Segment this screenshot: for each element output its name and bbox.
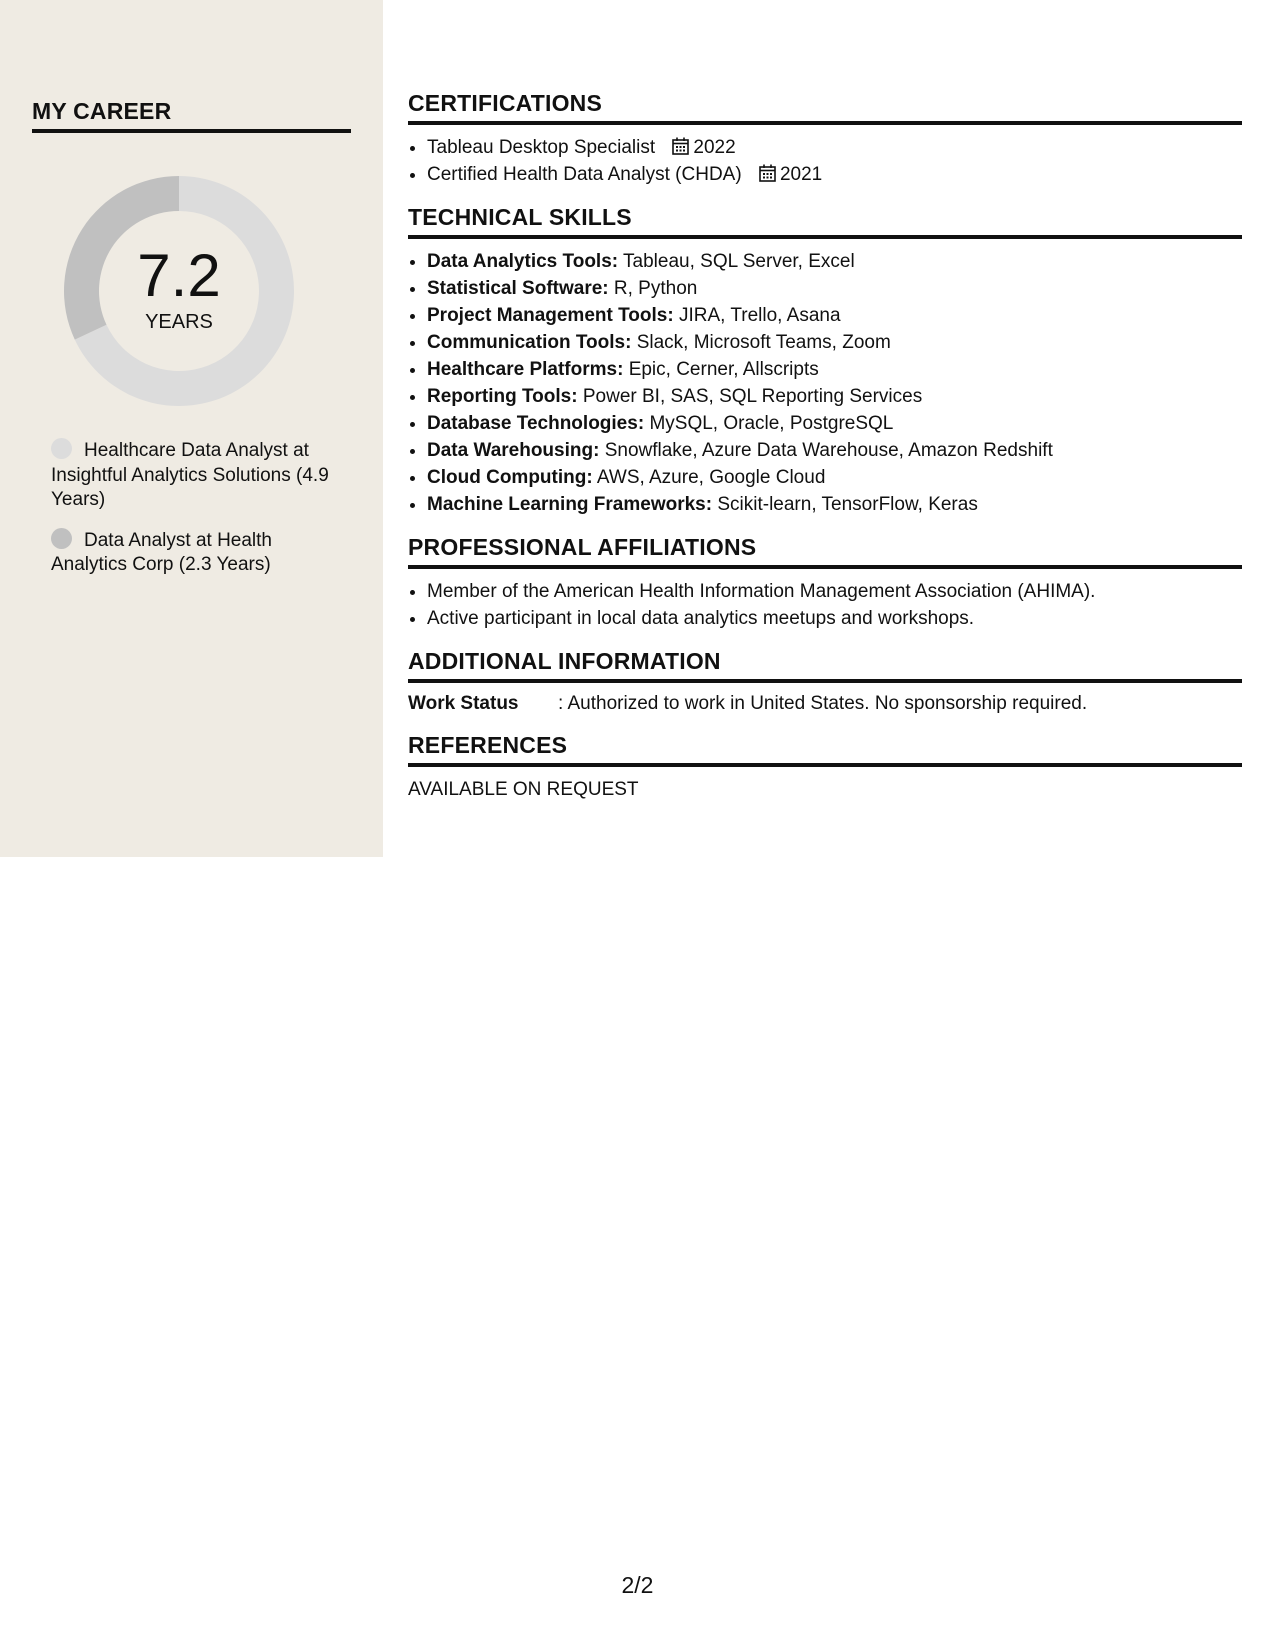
technical-skills-section (408, 204, 1242, 518)
references-text: AVAILABLE ON REQUEST (408, 779, 639, 800)
main-content (408, 90, 1242, 819)
career-legend-label: Data Analyst at Health Analytics Corp (2.3 Years) (51, 529, 272, 575)
certification-item (427, 134, 1242, 161)
skill-label: Data Warehousing: (427, 440, 600, 461)
certifications-heading: CERTIFICATIONS (408, 90, 1242, 125)
skill-label: Project Management Tools: (427, 305, 674, 326)
skill-label: Healthcare Platforms: (427, 359, 624, 380)
sidebar (0, 0, 383, 857)
career-heading: MY CAREER (32, 98, 351, 133)
certification-name: Certified Health Data Analyst (CHDA) (427, 164, 742, 185)
skill-value: Tableau, SQL Server, Excel (623, 251, 855, 272)
skill-value: AWS, Azure, Google Cloud (596, 467, 826, 488)
skill-value: Snowflake, Azure Data Warehouse, Amazon Redshift (604, 440, 1053, 461)
skill-label: Data Analytics Tools: (427, 251, 619, 272)
skill-value: Slack, Microsoft Teams, Zoom (636, 332, 891, 353)
skill-item (427, 410, 1242, 437)
technical-skills-heading: TECHNICAL SKILLS (408, 204, 1242, 239)
total-years-unit: YEARS (145, 311, 213, 333)
career-legend-item (51, 438, 341, 513)
skill-value: MySQL, Oracle, PostgreSQL (649, 413, 894, 434)
page-number: 2/2 (621, 1572, 654, 1598)
skill-item (427, 491, 1242, 518)
calendar-icon (759, 164, 776, 182)
skill-value: JIRA, Trello, Asana (678, 305, 841, 326)
certification-year: 2021 (779, 164, 823, 185)
certification-item (427, 161, 1242, 188)
career-legend (51, 438, 341, 593)
skill-item (427, 329, 1242, 356)
skill-item (427, 383, 1242, 410)
references-section (408, 732, 1242, 803)
calendar-icon (672, 137, 689, 155)
affiliations-list (408, 578, 1242, 632)
career-legend-label: Healthcare Data Analyst at Insightful Analytics Solutions (4.9 Years) (51, 440, 329, 510)
total-years-value: 7.2 (137, 242, 221, 309)
affiliations-heading: PROFESSIONAL AFFILIATIONS (408, 534, 1242, 569)
skill-item (427, 248, 1242, 275)
legend-dot-icon (51, 438, 72, 459)
legend-dot-icon (51, 528, 72, 549)
skill-item (427, 437, 1242, 464)
skill-label: Communication Tools: (427, 332, 632, 353)
skill-value: Scikit-learn, TensorFlow, Keras (717, 494, 978, 515)
references-heading: REFERENCES (408, 732, 1242, 767)
certification-name: Tableau Desktop Specialist (427, 137, 656, 158)
skill-label: Reporting Tools: (427, 386, 578, 407)
skill-item (427, 302, 1242, 329)
skill-label: Cloud Computing: (427, 467, 593, 488)
work-status-value: : Authorized to work in United States. No sponsorship required. (558, 693, 1088, 714)
work-status-label: Work Status (408, 693, 519, 714)
affiliation-item: • Active participant in local data analytics meetups and workshops. (427, 605, 1242, 632)
skill-value: Epic, Cerner, Allscripts (628, 359, 819, 380)
certification-year: 2022 (693, 137, 736, 158)
skill-value: Power BI, SAS, SQL Reporting Services (582, 386, 923, 407)
affiliations-section (408, 534, 1242, 632)
career-legend-item (51, 528, 341, 578)
skill-label: Database Technologies: (427, 413, 645, 434)
certifications-section (408, 90, 1242, 188)
skill-item (427, 464, 1242, 491)
skill-label: Machine Learning Frameworks: (427, 494, 713, 515)
affiliation-item: • Member of the American Health Information Management Association (AHIMA). (427, 578, 1242, 605)
skill-value: R, Python (613, 278, 698, 299)
certifications-list (408, 134, 1242, 188)
work-status-row (408, 692, 1242, 716)
skill-item (427, 356, 1242, 383)
additional-info-heading: ADDITIONAL INFORMATION (408, 648, 1242, 683)
skill-item (427, 275, 1242, 302)
technical-skills-list (408, 248, 1242, 518)
skill-label: Statistical Software: (427, 278, 609, 299)
additional-info-section (408, 648, 1242, 716)
